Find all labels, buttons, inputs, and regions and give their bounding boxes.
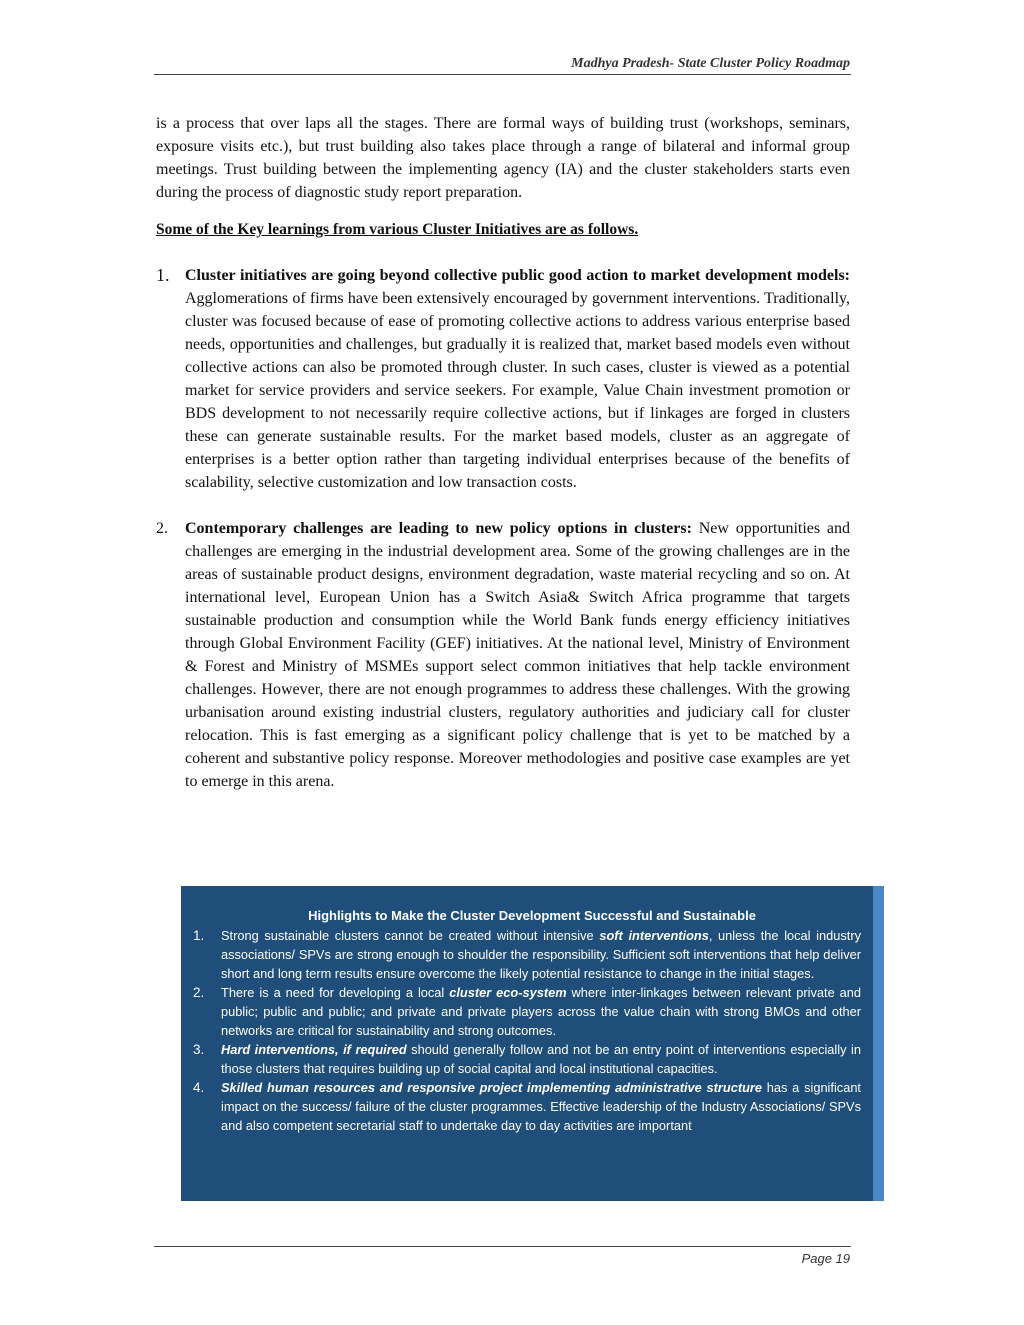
highlight-text xyxy=(221,1078,861,1135)
learning-body: New opportunities and challenges are emerging in the industrial development area. Some of the growing challenges are in the areas of sustainable product designs, environment degradation, waste material recycling and so on. At international level, European Union has a Switch Asia& Switch Africa programme that targets sustainable production and consumption while the World Bank funds energy efficiency initiatives through Global Environment Facility (GEF) initiatives. At the national level, Ministry of Environment & Forest and Ministry of MSMEs support select common initiatives that help tackle environment challenges. However, there are not enough programmes to address these challenges. With the growing urbanisation around existing industrial clusters, regulatory authorities and judiciary call for cluster relocation. This is fast emerging as a significant policy challenge that is yet to be matched by a coherent and substantive policy response. Moreover methodologies and positive case examples are yet to emerge in this arena. xyxy=(185,520,851,790)
intro-paragraph: is a process that over laps all the stages. There are formal ways of building trust (workshops, seminars, exposure visits etc.), but trust building also takes place through a range of bilateral and informal group meetings. Trust building between the implementing agency (IA) and the cluster stakeholders starts even during the process of diagnostic study report preparation. xyxy=(156,115,850,201)
highlight-number: 1. xyxy=(193,928,205,943)
footer-rule xyxy=(154,1246,851,1247)
highlight-post: , unless the local industry associations/ SPVs are strong enough to shoulder the responsibility. Sufficient soft interventions that help deliver short and long term results ensure overcome the likely potential resistance to change in the initial stages. xyxy=(221,928,861,981)
highlight-item-4 xyxy=(193,1078,861,1135)
highlights-box-edge xyxy=(873,886,884,1201)
learning-text xyxy=(185,517,850,793)
page-number: Page 19 xyxy=(801,1251,850,1266)
learnings-heading: Some of the Key learnings from various Cluster Initiatives are as follows. xyxy=(156,221,639,238)
highlight-item-2 xyxy=(193,983,861,1040)
highlights-title: Highlights to Make the Cluster Development Successful and Sustainable xyxy=(308,908,756,923)
learning-item-2 xyxy=(156,517,850,793)
highlight-text xyxy=(221,1040,861,1078)
learning-item-1 xyxy=(156,264,850,494)
highlight-item-3 xyxy=(193,1040,861,1078)
learning-number: 1. xyxy=(156,265,170,285)
learning-lead: Cluster initiatives are going beyond collective public good action to market development models: xyxy=(185,267,850,284)
highlight-number: 4. xyxy=(193,1080,205,1095)
highlight-emphasis: soft interventions xyxy=(599,928,709,943)
learning-lead: Contemporary challenges are leading to new policy options in clusters: xyxy=(185,520,692,537)
highlight-post: should generally follow and not be an entry point of interventions especially in those clusters that requires building up of social capital and local institutional capacities. xyxy=(221,1042,861,1076)
highlight-text xyxy=(221,983,861,1040)
page-body xyxy=(156,112,850,793)
highlight-post: where inter-linkages between relevant private and public; public and public; and private and private players across the value chain with strong BMOs and other networks are critical for sustainability and strong outcomes. xyxy=(221,985,861,1038)
highlight-number: 2. xyxy=(193,985,205,1000)
highlight-post: has a significant impact on the success/ failure of the cluster programmes. Effective leadership of the Industry Associations/ SPVs and also competent secretarial staff to undertake day to day activities are important xyxy=(221,1080,861,1133)
highlight-pre: Strong sustainable clusters cannot be created without intensive xyxy=(221,928,600,943)
highlight-emphasis: Skilled human resources and responsive project implementing administrative structure xyxy=(221,1080,762,1095)
highlights-content xyxy=(193,906,861,1135)
page-header-title: Madhya Pradesh- State Cluster Policy Roadmap xyxy=(571,56,850,71)
highlight-pre: There is a need for developing a local xyxy=(221,985,450,1000)
learning-body: Agglomerations of firms have been extensively encouraged by government interventions. Traditionally, cluster was focused because of ease of promoting collective actions to address various enterprise based needs, opportunities and challenges, but gradually it is realized that, market based models even without collective actions can also be promoted through cluster. In such cases, cluster is viewed as a potential market for service providers and service seekers. For example, Value Chain investment promotion or BDS development to not necessarily require collective actions, but if linkages are forged in clusters these can generate sustainable results. For the market based models, cluster as an aggregate of enterprises is a better option rather than targeting individual enterprises because of the benefits of scalability, selective customization and low transaction costs. xyxy=(185,290,850,491)
highlight-number: 3. xyxy=(193,1042,205,1057)
learning-text xyxy=(185,264,850,494)
highlight-emphasis: cluster eco-system xyxy=(449,985,567,1000)
header-rule xyxy=(154,74,851,75)
highlight-text xyxy=(221,926,861,983)
highlight-item-1 xyxy=(193,926,861,983)
highlight-emphasis: Hard interventions, if required xyxy=(221,1042,407,1057)
learning-number: 2. xyxy=(156,520,168,537)
